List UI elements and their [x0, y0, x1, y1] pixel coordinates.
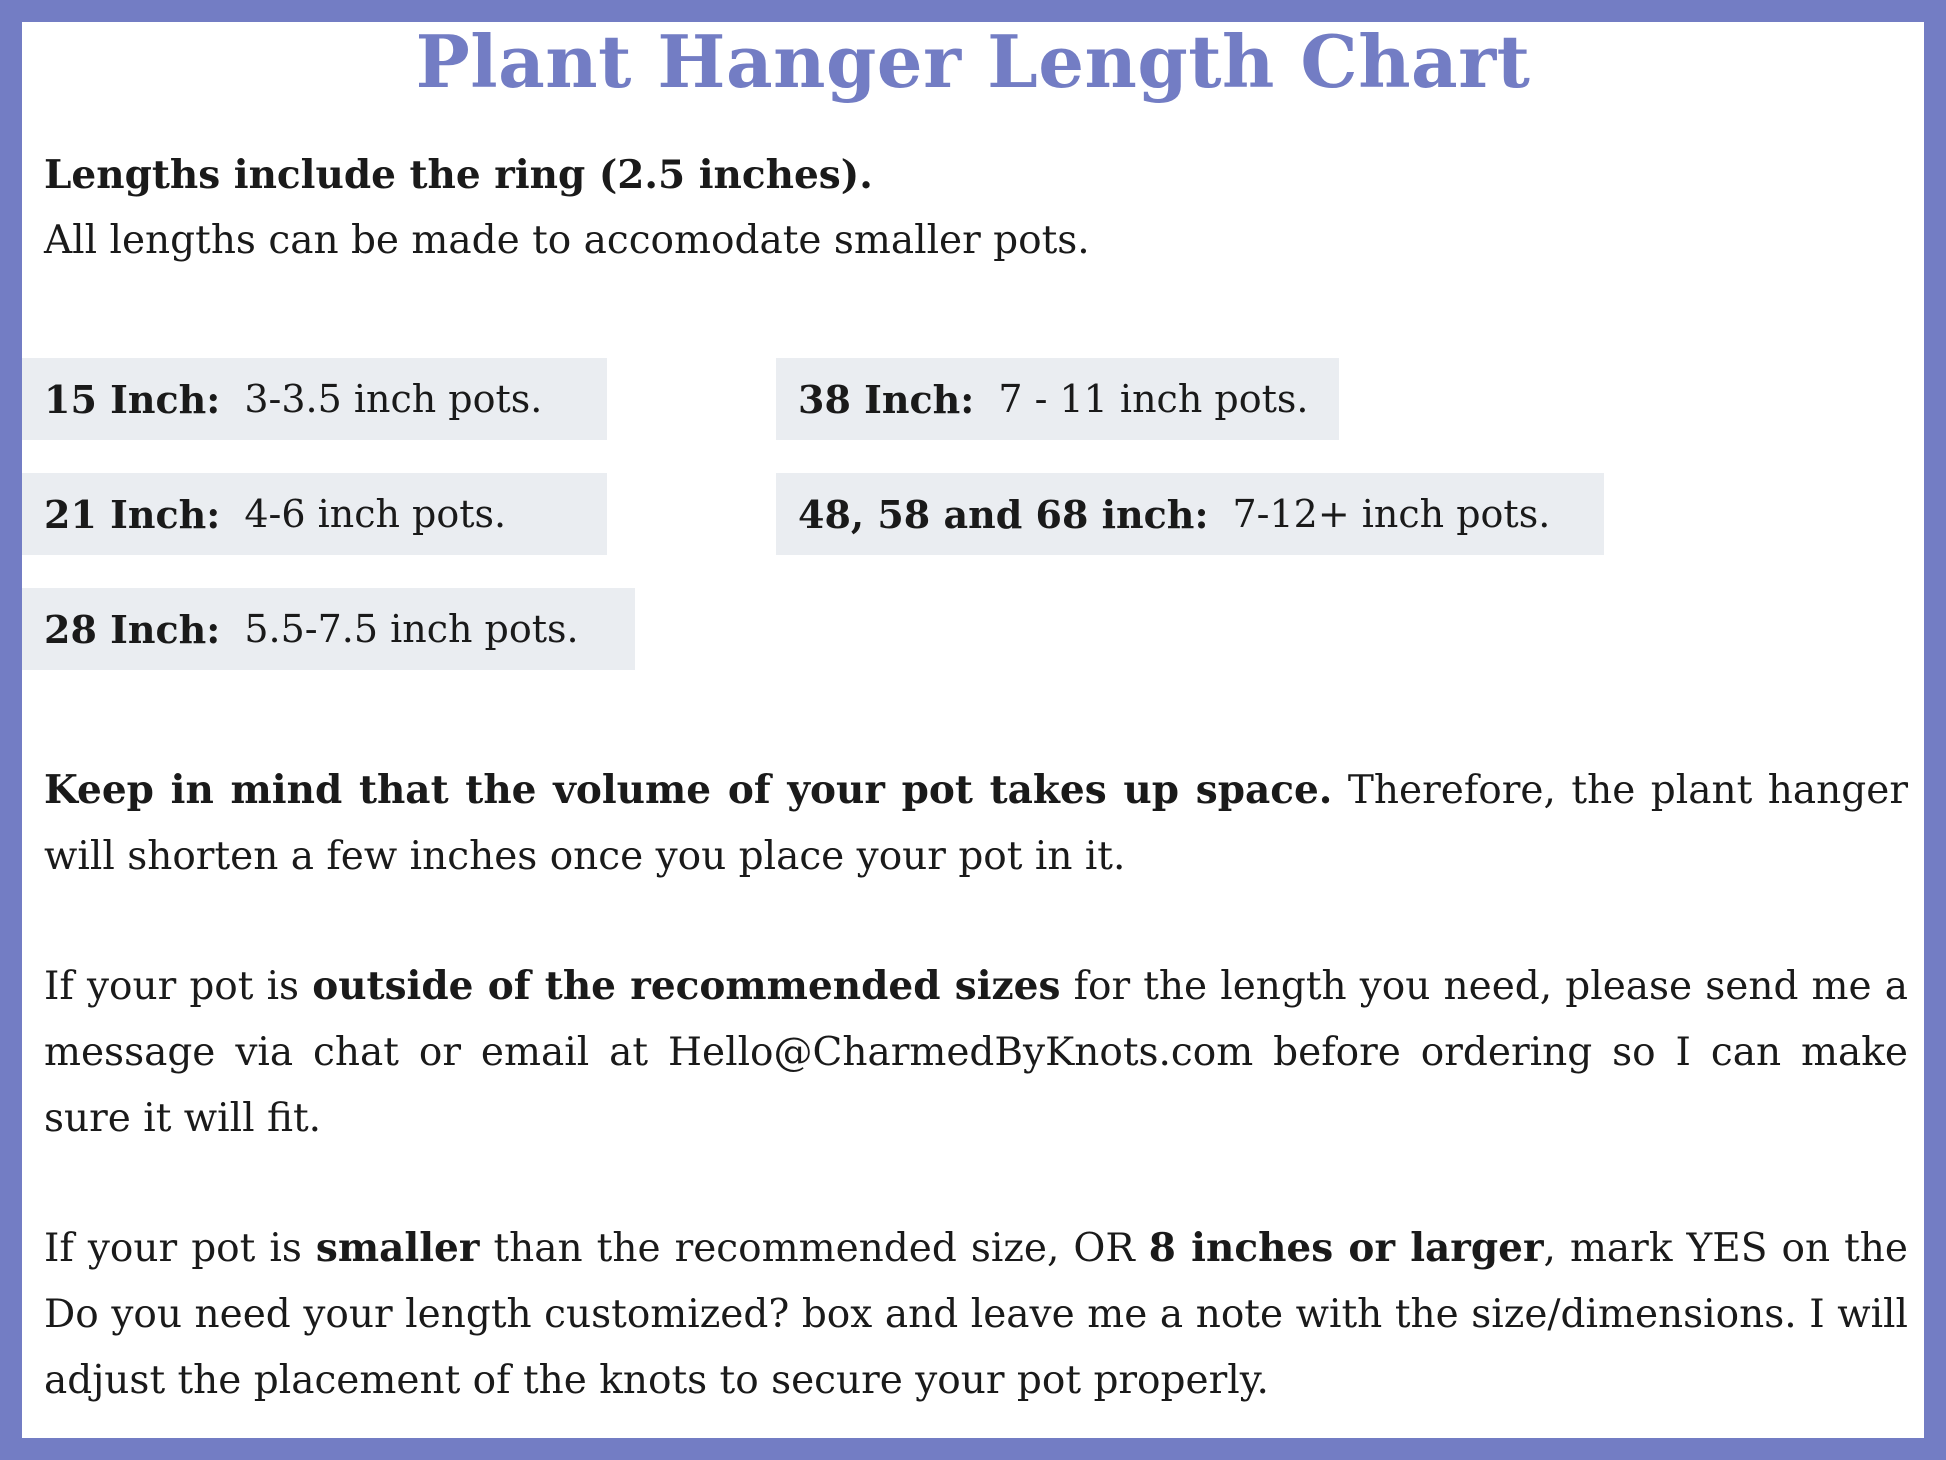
pot-range: 7-12+ inch pots. [1232, 492, 1551, 536]
pot-range: 3-3.5 inch pots. [244, 377, 543, 421]
outside-bold: outside of the recommended sizes [312, 963, 1061, 1009]
custom-mid: than the recommended size, OR [479, 1226, 1149, 1271]
intro-smaller-pots-note: All lengths can be made to accomodate smaller pots. [44, 218, 1090, 263]
custom-bold-larger: 8 inches or larger [1148, 1225, 1544, 1271]
size-row-48-58-68 [776, 473, 1604, 555]
custom-prefix: If your pot is [44, 1226, 316, 1271]
intro-ring-note: Lengths include the ring (2.5 inches). [44, 152, 873, 198]
size-label: 48, 58 and 68 inch: [798, 491, 1209, 537]
custom-bold-smaller: smaller [315, 1225, 480, 1271]
pot-range: 7 - 11 inch pots. [998, 377, 1309, 421]
size-row-38 [776, 358, 1339, 440]
size-label: 38 Inch: [798, 376, 975, 422]
outside-suffix: for the length you need, please send me a message via chat or email at Hello@CharmedByKnots.com before ordering so I can make sure it will fit. [44, 964, 1908, 1141]
pot-range: 5.5-7.5 inch pots. [244, 607, 579, 651]
intro-block [44, 142, 1904, 274]
custom-suffix: , mark YES on the Do you need your length customized? box and leave me a note with the size/dimensions. I will adjust the placement of the knots to secure your pot properly. [44, 1226, 1909, 1403]
size-label: 15 Inch: [44, 376, 221, 422]
outside-sizes-note [44, 953, 1908, 1152]
volume-note-bold: Keep in mind that the volume of your pot takes up space. [44, 767, 1333, 813]
outside-prefix: If your pot is [44, 964, 313, 1009]
pot-range: 4-6 inch pots. [244, 492, 507, 536]
size-row-21 [22, 473, 607, 555]
page-title: Plant Hanger Length Chart [415, 19, 1531, 104]
volume-note [44, 757, 1908, 890]
size-row-28 [22, 588, 635, 670]
size-label: 21 Inch: [44, 491, 221, 537]
volume-note-text: Therefore, the plant hanger will shorten a few inches once you place your pot in it. [44, 768, 1908, 879]
customization-note [44, 1215, 1908, 1414]
size-row-15 [22, 358, 607, 440]
size-label: 28 Inch: [44, 606, 221, 652]
